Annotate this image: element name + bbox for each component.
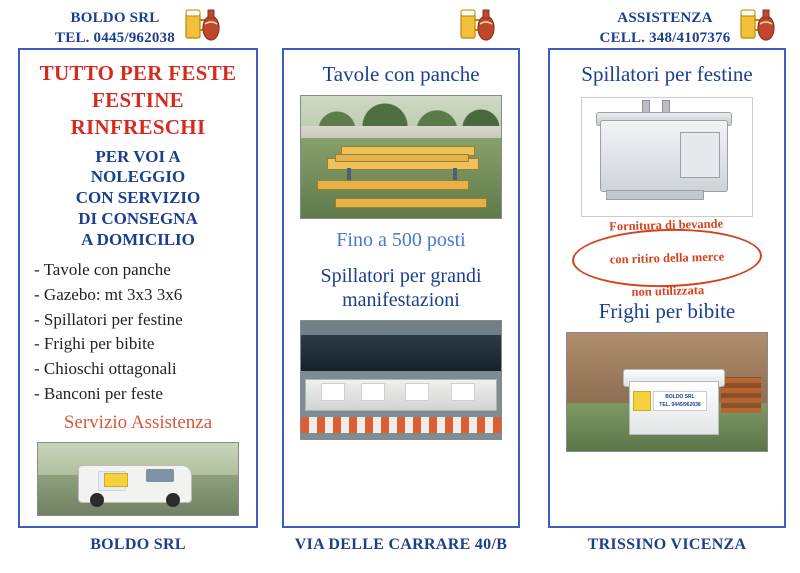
dispensers-heading-line: Spillatori per grandi: [320, 265, 482, 288]
main-title-line: TUTTO PER FESTE: [39, 61, 237, 85]
assistance-label: ASSISTENZA: [617, 10, 713, 26]
fridge-label-line: TEL. 0445/962038: [659, 401, 701, 408]
stand-poster: [405, 383, 429, 401]
beer-mug-icon: [180, 4, 222, 44]
header-right: [570, 8, 760, 49]
safety-barrier: [301, 417, 501, 433]
list-item: - Tavole con panche: [34, 260, 171, 280]
main-title-line: FESTINE: [92, 87, 184, 112]
fridge-label-line: BOLDO SRL: [665, 394, 695, 401]
stamp-line: con ritiro della merce: [609, 249, 725, 267]
fridge-label: [653, 391, 707, 411]
stand-poster: [361, 383, 385, 401]
main-subtitle-line: PER VOI A: [95, 146, 181, 166]
company-name: BOLDO SRL: [70, 10, 160, 26]
panel-tables: [282, 48, 520, 528]
main-subtitle-line: CON SERVIZIO: [75, 188, 201, 208]
panel-services: [18, 48, 258, 528]
beer-mug-icon: [735, 4, 777, 44]
main-title: [26, 60, 250, 141]
dispensers-heading: [288, 264, 514, 312]
list-item: - Spillatori per festine: [34, 309, 183, 329]
stamp-line: Fornitura di bevande: [609, 216, 724, 234]
dispenser-drip-tray: [606, 190, 704, 200]
drinks-fridge-photo: [566, 332, 768, 452]
list-item: - Frighi per bibite: [34, 334, 155, 354]
fridge-logo-icon: [633, 391, 651, 411]
footer-address: VIA DELLE CARRARE 40/B: [294, 536, 508, 553]
tables-heading: Tavole con panche: [322, 62, 480, 86]
footer-company: BOLDO SRL: [90, 536, 186, 553]
header-left: [30, 8, 200, 49]
van-decal: [104, 473, 128, 487]
event-bar-stand-photo: [300, 320, 502, 440]
capacity-note: Fino a 500 posti: [336, 229, 466, 252]
main-title-line: RINFRESCHI: [70, 114, 206, 139]
dispenser-control-panel: [680, 132, 720, 178]
stand-canopy: [301, 335, 501, 371]
dispensers-heading-line: manifestazioni: [342, 289, 460, 312]
list-item: - Gazebo: mt 3x3 3x6: [34, 284, 183, 304]
main-subtitle-line: A DOMICILIO: [81, 229, 195, 249]
panel-dispensers-fridges: [548, 48, 786, 528]
beer-mug-icon: [455, 4, 497, 44]
fridges-heading: Frighi per bibite: [598, 299, 736, 324]
party-dispensers-heading: Spillatori per festine: [581, 62, 753, 86]
company-phone: TEL. 0445/962038: [55, 30, 175, 47]
main-subtitle-line: NOLEGGIO: [90, 167, 186, 187]
footer-city: TRISSINO VICENZA: [587, 536, 747, 553]
tables-and-benches-photo: [300, 95, 502, 219]
main-subtitle: [26, 147, 250, 251]
list-item: - Banconi per feste: [34, 383, 163, 403]
assistance-service-text: Servizio Assistenza: [63, 412, 213, 434]
beer-dispenser-photo: [581, 97, 753, 217]
bench: [335, 154, 469, 162]
beverage-supply-stamp: [571, 216, 762, 299]
van-window: [146, 469, 174, 482]
service-list: [34, 258, 256, 406]
main-subtitle-line: DI CONSEGNA: [78, 208, 198, 228]
list-item: - Chioschi ottagonali: [34, 358, 177, 378]
stacked-chairs: [721, 377, 761, 413]
assistance-phone: CELL. 348/4107376: [599, 30, 731, 47]
stand-poster: [451, 383, 475, 401]
bench: [335, 198, 487, 208]
stamp-line: non utilizzata: [631, 282, 705, 299]
delivery-van-photo: [37, 442, 239, 516]
bench: [317, 180, 469, 190]
stand-poster: [321, 383, 345, 401]
